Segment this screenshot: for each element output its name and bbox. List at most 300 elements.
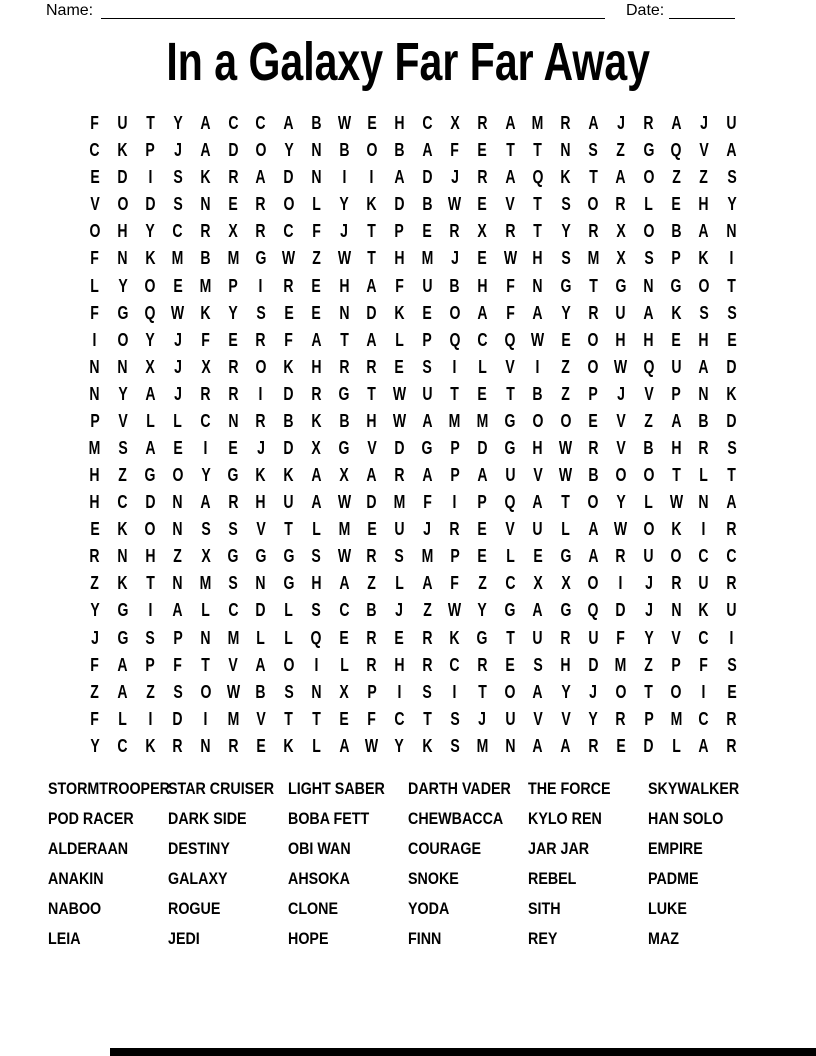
grid-letter [219, 272, 247, 299]
word-item-text: STAR CRUISER [168, 779, 275, 798]
grid-letter-text: N [560, 140, 571, 161]
grid-letter-text: Q [670, 140, 682, 161]
grid-letter [109, 408, 137, 435]
grid-letter [607, 706, 635, 733]
grid-letter [247, 706, 275, 733]
grid-letter [579, 624, 607, 651]
grid-letter [136, 137, 164, 164]
grid-letter [81, 110, 109, 137]
grid-letter-text: C [283, 221, 294, 242]
grid-letter-text: Y [560, 221, 571, 242]
grid-letter-text: Q [449, 329, 461, 350]
grid-letter [164, 137, 192, 164]
grid-letter-text: L [256, 627, 266, 648]
grid-letter-text: B [671, 221, 682, 242]
grid-letter-text: N [117, 546, 128, 567]
grid-letter [469, 624, 497, 651]
grid-letter [441, 706, 469, 733]
grid-letter-text: Z [671, 167, 681, 188]
grid-letter-text: E [311, 275, 322, 296]
grid-letter [386, 733, 414, 760]
grid-letter [330, 570, 358, 597]
grid-letter-text: A [366, 465, 377, 486]
grid-letter-text: F [90, 248, 100, 269]
grid-letter [552, 435, 580, 462]
grid-letter [413, 245, 441, 272]
grid-letter-text: H [255, 492, 267, 513]
grid-letter-text: E [394, 627, 405, 648]
grid-letter-text: K [145, 735, 156, 756]
grid-letter-text: W [558, 465, 573, 486]
grid-letter-text: O [698, 275, 710, 296]
grid-letter-text: R [671, 573, 682, 594]
grid-letter [718, 191, 746, 218]
grid-letter-text: H [671, 437, 682, 458]
grid-letter [303, 245, 331, 272]
word-item-text: HAN SOLO [648, 809, 724, 828]
grid-letter [413, 706, 441, 733]
grid-letter-text: G [338, 437, 350, 458]
grid-letter-text: Y [560, 302, 571, 323]
grid-letter [524, 489, 552, 516]
word-item [528, 804, 648, 834]
grid-letter-text: W [337, 546, 351, 567]
grid-letter [358, 679, 386, 706]
grid-letter-text: A [366, 329, 377, 350]
grid-letter [275, 543, 303, 570]
grid-letter-text: L [699, 465, 709, 486]
grid-letter-text: J [423, 519, 431, 540]
grid-letter-text: S [450, 735, 460, 756]
grid-letter-text: N [200, 194, 211, 215]
grid-letter [690, 489, 718, 516]
word-item [288, 804, 408, 834]
grid-letter-text: E [228, 329, 238, 350]
grid-letter-text: O [670, 681, 682, 702]
grid-letter-text: H [394, 654, 405, 675]
grid-letter [386, 570, 414, 597]
grid-letter-text: I [452, 356, 457, 377]
grid-letter-text: S [560, 194, 571, 215]
grid-letter-text: F [284, 329, 293, 350]
grid-letter [136, 408, 164, 435]
grid-letter-text: E [422, 302, 432, 323]
grid-letter-text: P [671, 248, 681, 269]
grid-letter-text: R [255, 329, 267, 350]
grid-letter-text: A [643, 302, 654, 323]
grid-letter-text: T [505, 140, 515, 161]
grid-letter [662, 408, 690, 435]
grid-letter [192, 462, 220, 489]
grid-letter-text: R [255, 410, 267, 431]
grid-letter-text: V [616, 410, 626, 431]
grid-letter-text: S [726, 437, 737, 458]
grid-letter-text: O [670, 546, 682, 567]
grid-letter [275, 435, 303, 462]
grid-letter [690, 408, 718, 435]
grid-letter [441, 191, 469, 218]
grid-letter-text: M [670, 708, 683, 729]
grid-letter-text: H [532, 437, 543, 458]
name-label: Name: [46, 2, 94, 19]
grid-letter-text: A [671, 410, 682, 431]
grid-letter [413, 272, 441, 299]
grid-letter [690, 272, 718, 299]
grid-letter [662, 679, 690, 706]
grid-letter-text: E [90, 519, 100, 540]
grid-letter [192, 272, 220, 299]
word-item [168, 804, 288, 834]
grid-letter [607, 354, 635, 381]
grid-letter-text: A [505, 167, 516, 188]
grid-letter [303, 679, 331, 706]
grid-letter [247, 435, 275, 462]
word-item [48, 804, 168, 834]
grid-letter-text: T [312, 708, 321, 729]
grid-letter [81, 218, 109, 245]
grid-letter-text: B [449, 275, 460, 296]
grid-letter-text: B [283, 410, 294, 431]
grid-letter-text: P [450, 437, 460, 458]
grid-letter-text: H [311, 356, 322, 377]
grid-letter-text: D [283, 167, 294, 188]
grid-letter-text: Q [643, 356, 655, 377]
grid-letter-text: K [449, 627, 460, 648]
grid-letter [690, 245, 718, 272]
grid-letter [579, 652, 607, 679]
grid-letter-text: L [145, 410, 155, 431]
grid-letter [219, 570, 247, 597]
grid-letter-text: S [422, 356, 432, 377]
grid-letter [441, 354, 469, 381]
grid-letter [662, 597, 690, 624]
grid-letter [303, 408, 331, 435]
grid-letter [552, 624, 580, 651]
grid-letter [192, 624, 220, 651]
grid-letter [662, 327, 690, 354]
grid-letter [275, 272, 303, 299]
grid-letter [690, 381, 718, 408]
grid-letter [164, 570, 192, 597]
grid-letter-text: X [450, 113, 460, 134]
grid-letter-text: H [311, 573, 322, 594]
grid-letter [718, 300, 746, 327]
grid-letter [219, 300, 247, 327]
grid-letter [690, 300, 718, 327]
grid-letter [524, 733, 552, 760]
word-item-text: SNOKE [408, 869, 459, 888]
grid-letter-text: N [698, 383, 710, 404]
grid-letter [441, 516, 469, 543]
grid-letter-text: U [615, 302, 626, 323]
grid-letter [164, 733, 192, 760]
grid-letter [635, 191, 663, 218]
grid-letter-text: B [366, 600, 377, 621]
grid-letter-text: U [726, 113, 737, 134]
grid-letter-text: C [505, 573, 516, 594]
grid-letter [247, 570, 275, 597]
grid-letter [192, 543, 220, 570]
grid-letter [496, 733, 524, 760]
word-item-text: DARK SIDE [168, 809, 247, 828]
grid-letter [275, 597, 303, 624]
grid-letter-text: S [450, 708, 460, 729]
grid-letter [413, 218, 441, 245]
grid-letter-text: V [505, 194, 515, 215]
grid-letter-text: T [367, 221, 377, 242]
word-item [288, 864, 408, 894]
word-item [648, 774, 768, 804]
grid-letter-text: C [449, 654, 460, 675]
grid-letter [524, 516, 552, 543]
page-title [0, 33, 816, 91]
grid-letter [662, 516, 690, 543]
grid-letter-text: G [255, 248, 267, 269]
grid-letter [469, 435, 497, 462]
grid-letter-text: R [394, 465, 405, 486]
grid-letter-text: W [365, 735, 379, 756]
grid-letter-text: S [533, 654, 543, 675]
grid-letter-text: H [89, 465, 100, 486]
grid-letter [524, 300, 552, 327]
grid-letter-text: D [394, 194, 405, 215]
grid-letter [413, 679, 441, 706]
grid-letter [109, 137, 137, 164]
grid-letter-text: N [671, 600, 682, 621]
grid-letter-text: A [477, 465, 488, 486]
grid-letter-text: C [228, 113, 239, 134]
grid-letter [441, 272, 469, 299]
grid-letter-text: T [533, 194, 543, 215]
grid-letter-text: K [200, 167, 211, 188]
grid-letter [275, 191, 303, 218]
grid-letter-text: C [172, 221, 183, 242]
grid-letter [164, 489, 192, 516]
grid-letter [579, 706, 607, 733]
grid-letter [524, 706, 552, 733]
grid-letter-text: A [671, 113, 682, 134]
grid-letter [441, 624, 469, 651]
grid-letter [524, 164, 552, 191]
grid-letter-text: T [478, 681, 487, 702]
grid-letter [496, 245, 524, 272]
grid-letter [192, 137, 220, 164]
grid-letter-text: N [532, 275, 543, 296]
grid-letter-text: S [228, 519, 238, 540]
grid-letter-text: X [560, 573, 571, 594]
grid-letter [192, 327, 220, 354]
grid-letter-text: A [422, 410, 433, 431]
grid-letter [718, 597, 746, 624]
grid-letter [690, 516, 718, 543]
grid-letter-text: R [449, 221, 460, 242]
grid-letter [81, 300, 109, 327]
grid-letter-text: Z [90, 573, 100, 594]
grid-letter-text: Z [561, 383, 570, 404]
grid-letter-text: T [367, 383, 377, 404]
grid-letter-text: K [283, 735, 294, 756]
grid-letter-text: G [421, 437, 433, 458]
grid-letter-text: P [367, 681, 377, 702]
grid-letter-text: M [338, 519, 350, 540]
word-item-text: AHSOKA [288, 869, 350, 888]
grid-letter-text: K [366, 194, 377, 215]
grid-letter-text: A [615, 167, 626, 188]
grid-letter-text: R [477, 654, 488, 675]
grid-letter-text: H [698, 329, 710, 350]
grid-letter-text: E [283, 302, 294, 323]
grid-letter [275, 679, 303, 706]
grid-letter [579, 597, 607, 624]
grid-letter [136, 543, 164, 570]
grid-letter [718, 327, 746, 354]
grid-letter-text: S [173, 194, 183, 215]
grid-letter [635, 110, 663, 137]
grid-letter-text: Q [587, 600, 599, 621]
grid-letter-text: U [532, 627, 543, 648]
grid-letter-text: A [422, 573, 433, 594]
grid-letter [247, 733, 275, 760]
grid-letter-text: O [366, 140, 378, 161]
grid-letter [358, 300, 386, 327]
grid-letter-text: C [698, 708, 710, 729]
grid-letter-text: V [699, 140, 709, 161]
grid-letter-text: M [531, 113, 544, 134]
grid-letter [552, 354, 580, 381]
grid-letter [718, 354, 746, 381]
grid-letter [136, 164, 164, 191]
grid-letter [109, 110, 137, 137]
grid-letter-text: M [393, 492, 406, 513]
grid-letter [81, 489, 109, 516]
grid-letter-text: V [533, 465, 543, 486]
grid-letter-text: M [227, 627, 240, 648]
grid-letter [330, 381, 358, 408]
word-item-text: JEDI [168, 929, 200, 948]
grid-letter-text: L [671, 735, 681, 756]
grid-letter-text: N [311, 167, 322, 188]
grid-letter-text: M [476, 735, 489, 756]
grid-letter-text: I [452, 681, 457, 702]
grid-letter [469, 137, 497, 164]
grid-letter-text: W [448, 600, 462, 621]
grid-letter-text: V [505, 519, 515, 540]
grid-letter [441, 435, 469, 462]
grid-letter [579, 462, 607, 489]
grid-letter [164, 679, 192, 706]
grid-letter-text: J [644, 600, 653, 621]
grid-letter [109, 218, 137, 245]
grid-letter-text: L [339, 654, 349, 675]
grid-letter [607, 110, 635, 137]
grid-letter-text: G [117, 302, 128, 323]
grid-letter-text: O [643, 465, 655, 486]
grid-letter [303, 137, 331, 164]
grid-letter-text: R [560, 113, 571, 134]
grid-letter-text: I [702, 681, 706, 702]
grid-letter [579, 679, 607, 706]
grid-letter-text: X [616, 248, 626, 269]
grid-letter [607, 435, 635, 462]
grid-letter [690, 218, 718, 245]
grid-letter-text: E [228, 437, 238, 458]
grid-letter-text: T [505, 627, 515, 648]
grid-letter [81, 597, 109, 624]
grid-letter [330, 543, 358, 570]
grid-letter [81, 624, 109, 651]
grid-letter [469, 570, 497, 597]
grid-letter-text: O [587, 194, 599, 215]
word-item-text: COURAGE [408, 839, 482, 858]
grid-letter-text: P [422, 329, 432, 350]
grid-letter [579, 489, 607, 516]
grid-letter-text: R [422, 654, 433, 675]
grid-letter [192, 245, 220, 272]
grid-letter-text: R [698, 437, 710, 458]
grid-letter [579, 110, 607, 137]
grid-letter-text: H [145, 546, 156, 567]
grid-letter [441, 164, 469, 191]
grid-letter-text: E [588, 410, 598, 431]
word-item [408, 924, 528, 954]
grid-letter [275, 652, 303, 679]
grid-letter-text: Y [283, 140, 294, 161]
grid-letter-text: S [643, 248, 654, 269]
grid-letter [469, 733, 497, 760]
grid-letter-text: D [726, 410, 737, 431]
word-item [288, 774, 408, 804]
grid-letter [303, 516, 331, 543]
grid-letter-text: A [366, 275, 377, 296]
grid-letter-text: R [726, 735, 737, 756]
grid-letter-text: W [448, 194, 462, 215]
grid-letter-text: N [117, 356, 128, 377]
grid-letter [496, 706, 524, 733]
grid-letter [386, 435, 414, 462]
grid-letter-text: X [145, 356, 155, 377]
grid-letter [136, 462, 164, 489]
grid-letter [164, 327, 192, 354]
grid-letter [441, 733, 469, 760]
grid-letter [524, 652, 552, 679]
grid-letter-text: M [615, 654, 627, 675]
grid-letter-text: T [201, 654, 210, 675]
grid-letter-text: O [144, 275, 156, 296]
grid-letter-text: B [338, 140, 350, 161]
grid-letter-text: A [532, 735, 543, 756]
grid-letter [192, 489, 220, 516]
word-item-text: THE FORCE [528, 779, 611, 798]
grid-letter-text: E [422, 221, 432, 242]
grid-letter [247, 652, 275, 679]
grid-letter-text: W [337, 113, 351, 134]
grid-letter [469, 489, 497, 516]
grid-letter [136, 245, 164, 272]
grid-letter [303, 733, 331, 760]
grid-letter [330, 408, 358, 435]
grid-letter [81, 652, 109, 679]
grid-letter-text: D [615, 600, 626, 621]
word-item [48, 774, 168, 804]
grid-letter [662, 489, 690, 516]
grid-letter-text: Z [644, 654, 653, 675]
grid-letter-text: Z [699, 167, 709, 188]
grid-letter [413, 733, 441, 760]
grid-letter-text: Y [228, 302, 238, 323]
grid-letter-text: A [311, 492, 322, 513]
grid-letter [275, 327, 303, 354]
grid-letter [690, 733, 718, 760]
